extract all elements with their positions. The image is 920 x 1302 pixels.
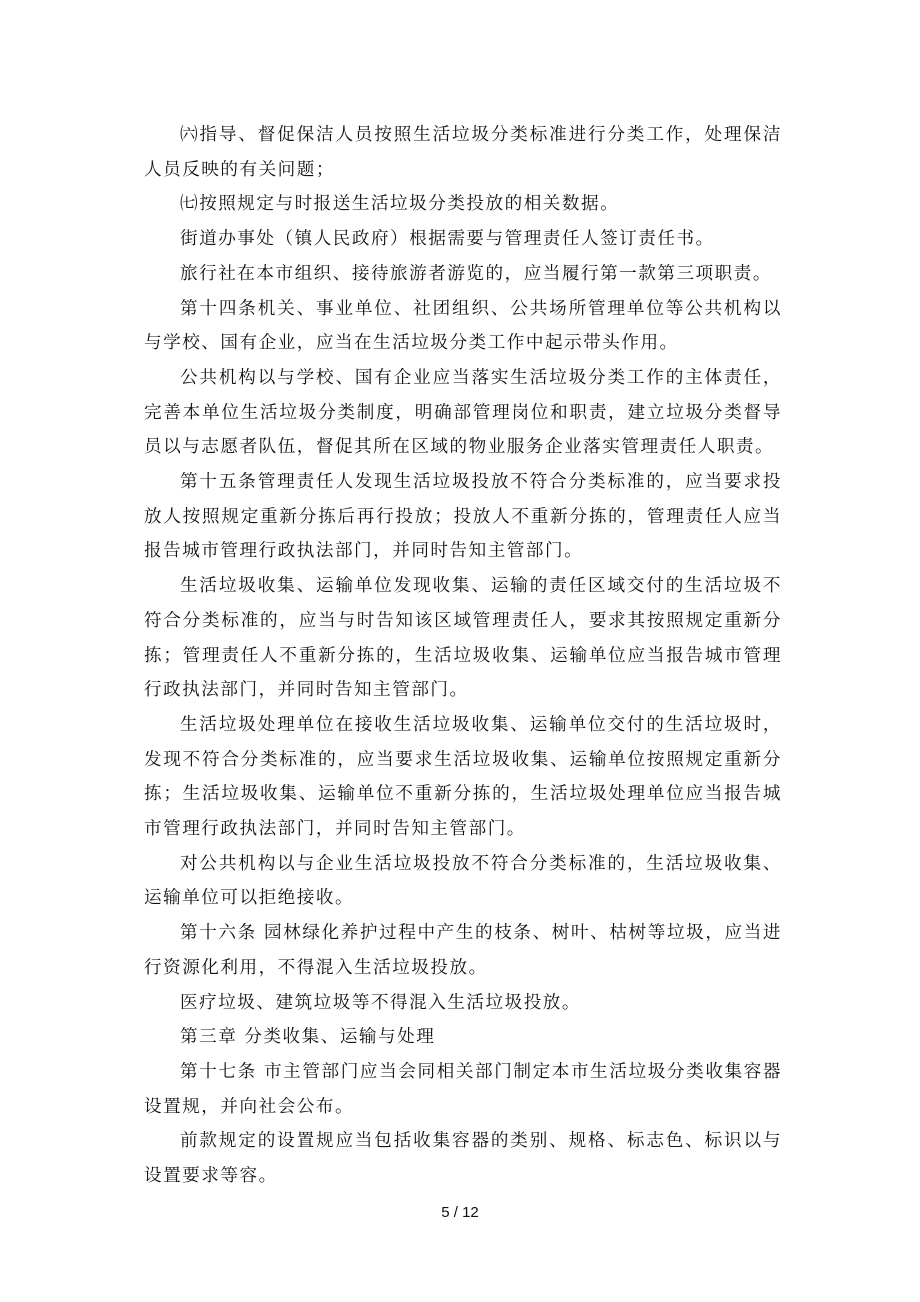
paragraph-article-14: 第十四条机关、事业单位、社团组织、公共场所管理单位等公共机构以与学校、国有企业，应当在生活垃圾分类工作中起示带头作用。 xyxy=(144,298,782,354)
paragraph-medical-waste: 医疗垃圾、建筑垃圾等不得混入生活垃圾投放。 xyxy=(180,992,581,1013)
paragraph-travel-agency: 旅行社在本市组织、接待旅游者游览的，应当履行第一款第三项职责。 xyxy=(180,263,772,284)
paragraph-article-16: 第十六条 园林绿化养护过程中产生的枝条、树叶、枯树等垃圾，应当进行资源化利用，不得混入生活垃圾投放。 xyxy=(144,923,782,978)
paragraph-article-17: 第十七条 市主管部门应当会同相关部门制定本市生活垃圾分类收集容器设置规，并向社会公布。 xyxy=(144,1061,782,1117)
document-body xyxy=(144,118,782,1194)
page-footer xyxy=(0,1204,920,1221)
paragraph-collection-units: 生活垃圾收集、运输单位发现收集、运输的责任区域交付的生活垃圾不符合分类标准的，应当与时告知该区域管理责任人，要求其按照规定重新分拣；管理责任人不重新分拣的，生活垃圾收集、运输单位应当报告城市管理行政执法部门，并同时告知主管部门。 xyxy=(144,576,782,701)
paragraph-responsibility-letter: 街道办事处（镇人民政府）根据需要与管理责任人签订责任书。 xyxy=(180,229,715,250)
paragraph-container-specs: 前款规定的设置规应当包括收集容器的类别、规格、标志色、标识以与设置要求等容。 xyxy=(144,1131,782,1187)
page-number: 5 / 12 xyxy=(441,1204,479,1221)
paragraph-processing-units: 生活垃圾处理单位在接收生活垃圾收集、运输单位交付的生活垃圾时，发现不符合分类标准的，应当要求生活垃圾收集、运输单位按照规定重新分拣；生活垃圾收集、运输单位不重新分拣的，生活垃圾处理单位应当报告城市管理行政执法部门，并同时告知主管部门。 xyxy=(144,714,782,840)
paragraph-item-6: ㈥指导、督促保洁人员按照生活垃圾分类标准进行分类工作，处理保洁人员反映的有关问题； xyxy=(144,125,782,180)
paragraph-article-15: 第十五条管理责任人发现生活垃圾投放不符合分类标准的，应当要求投放人按照规定重新分拣后再行投放；投放人不重新分拣的，管理责任人应当报告城市管理行政执法部门，并同时告知主管部门。 xyxy=(144,472,782,562)
paragraph-public-institutions: 公共机构以与学校、国有企业应当落实生活垃圾分类工作的主体责任，完善本单位生活垃圾分类制度，明确部管理岗位和职责，建立垃圾分类督导员以与志愿者队伍，督促其所在区域的物业服务企业落实管理责任人职责。 xyxy=(144,367,782,458)
paragraph-refuse-acceptance: 对公共机构以与企业生活垃圾投放不符合分类标准的，生活垃圾收集、运输单位可以拒绝接收。 xyxy=(144,853,782,909)
chapter-3-heading: 第三章 分类收集、运输与处理 xyxy=(180,1027,436,1048)
paragraph-item-7: ㈦按照规定与时报送生活垃圾分类投放的相关数据。 xyxy=(180,194,620,215)
